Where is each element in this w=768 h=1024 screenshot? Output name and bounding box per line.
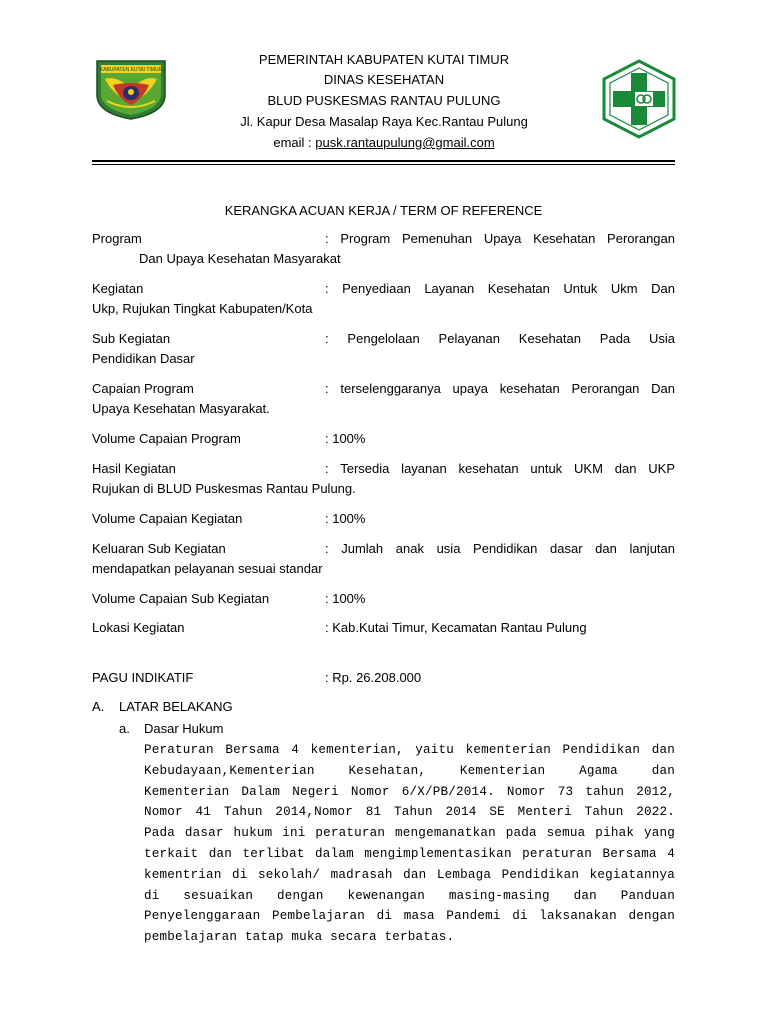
kutai-timur-logo: [91, 55, 171, 121]
field-label: PAGU INDIKATIF: [92, 670, 194, 685]
field-label: Volume Capaian Sub Kegiatan: [92, 591, 270, 606]
puskesmas-logo: [600, 59, 678, 139]
field-value: : 100%: [325, 431, 366, 446]
email-prefix: email :: [273, 135, 316, 150]
paragraph-line: Nomor 41 Tahun 2014,Nomor 81 Tahun 2014 SE Menteri Tahun 2022.: [144, 805, 675, 820]
logo-band-text: KABUPATEN KUTAI TIMUR: [99, 67, 163, 73]
field-volume-capaian-sub-kegiatan: [92, 589, 675, 609]
field-volume-capaian-program: [92, 429, 675, 449]
field-label: Sub Kegiatan: [92, 331, 171, 346]
paragraph-line: pembelajaran tatap muka secara terbatas.: [144, 930, 455, 945]
field-continuation: Rujukan di BLUD Puskesmas Rantau Pulung.: [92, 481, 356, 496]
paragraph-line: Kementerian Dalam Negeri Nomor 6/X/PB/2014. Nomor 73 tahun 2012,: [144, 784, 675, 799]
field-hasil-kegiatan: [92, 459, 675, 499]
field-value: : 100%: [325, 511, 366, 526]
field-continuation: Dan Upaya Kesehatan Masyarakat: [139, 251, 341, 266]
field-continuation: Upaya Kesehatan Masyarakat.: [92, 401, 270, 416]
header-email-line: [200, 135, 568, 151]
field-sub-kegiatan: [92, 329, 675, 369]
field-label: Kegiatan: [92, 281, 144, 296]
paragraph-line: di sesuaikan dengan kewenangan masing-masing dan Panduan: [144, 888, 675, 903]
field-keluaran-sub-kegiatan: [92, 539, 675, 579]
subsection-marker: a.: [119, 721, 130, 736]
field-value: : Kab.Kutai Timur, Kecamatan Rantau Pulung: [325, 620, 587, 635]
field-value: : 100%: [325, 591, 366, 606]
header-government: PEMERINTAH KABUPATEN KUTAI TIMUR: [258, 52, 510, 67]
field-continuation: mendapatkan pelayanan sesuai standar: [92, 561, 323, 576]
field-pagu-indikatif: [92, 668, 675, 688]
email-link[interactable]: pusk.rantaupulung@gmail.com: [315, 135, 495, 150]
header-agency: DINAS KESEHATAN: [323, 72, 445, 87]
field-label: Hasil Kegiatan: [92, 461, 176, 476]
field-capaian-program: [92, 379, 675, 419]
field-value: : Tersedia layanan kesehatan untuk UKM dan UKP: [325, 461, 675, 476]
field-value: : terselenggaranya upaya kesehatan Perorangan Dan: [325, 381, 675, 396]
header-address: Jl. Kapur Desa Masalap Raya Kec.Rantau Pulung: [240, 114, 528, 129]
header-rule-thin: [92, 164, 675, 165]
field-continuation: Pendidikan Dasar: [92, 351, 195, 366]
section-marker: A.: [92, 699, 105, 714]
field-program: [92, 229, 675, 269]
paragraph-line: Kebudayaan,Kementerian Kesehatan, Kementerian Agama dan: [144, 763, 675, 778]
field-value: : Program Pemenuhan Upaya Kesehatan Perorangan: [325, 231, 675, 246]
subsection-heading: Dasar Hukum: [144, 721, 224, 736]
field-value: : Penyediaan Layanan Kesehatan Untuk Ukm Dan: [325, 281, 675, 296]
field-lokasi-kegiatan: [92, 618, 675, 638]
field-value: : Pengelolaan Pelayanan Kesehatan Pada Usia: [325, 331, 675, 346]
field-kegiatan: [92, 279, 675, 319]
field-label: Program: [92, 231, 142, 246]
header-institution: BLUD PUSKESMAS RANTAU PULUNG: [267, 93, 501, 108]
paragraph-line: terkait dan terlibat dalam mengimplementasikan peraturan Bersama 4: [144, 846, 675, 861]
field-label: Volume Capaian Kegiatan: [92, 511, 243, 526]
field-volume-capaian-kegiatan: [92, 509, 675, 529]
field-label: Keluaran Sub Kegiatan: [92, 541, 226, 556]
field-value: : Rp. 26.208.000: [325, 670, 422, 685]
field-label: Capaian Program: [92, 381, 194, 396]
paragraph-line: kementrian di sekolah/ madrasah dan Lembaga Pendidikan kegiatannya: [144, 867, 675, 882]
field-value: : Jumlah anak usia Pendidikan dasar dan lanjutan: [325, 541, 675, 556]
section-heading: LATAR BELAKANG: [119, 699, 233, 714]
field-continuation: Ukp, Rujukan Tingkat Kabupaten/Kota: [92, 301, 313, 316]
field-label: Lokasi Kegiatan: [92, 620, 185, 635]
header-rule-thick: [92, 160, 675, 162]
paragraph-line: Penyelenggaraan Pembelajaran di masa Pandemi di laksanakan dengan: [144, 909, 675, 924]
field-label: Volume Capaian Program: [92, 431, 241, 446]
document-title: KERANGKA ACUAN KERJA / TERM OF REFERENCE: [224, 203, 543, 218]
dasar-hukum-paragraph: [144, 740, 675, 948]
paragraph-line: Pada dasar hukum ini peraturan mengemanatkan pada semua pihak yang: [144, 826, 675, 841]
paragraph-line: Peraturan Bersama 4 kementerian, yaitu kementerian Pendidikan dan: [144, 743, 675, 757]
